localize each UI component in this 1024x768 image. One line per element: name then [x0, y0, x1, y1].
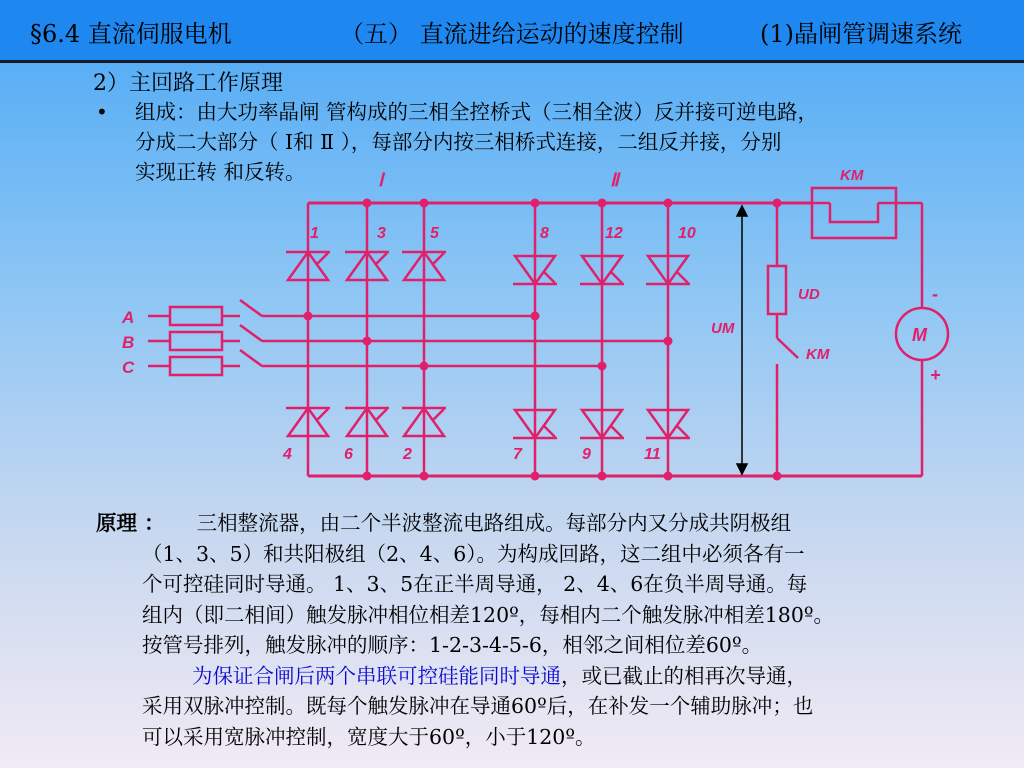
plus-terminal-label: + — [930, 365, 941, 385]
principle-line: 可以采用宽脉冲控制，宽度大于60º，小于120º。 — [142, 724, 596, 749]
principle-line: 为保证合闸后两个串联可控硅能同时导通，或已截止的相再次导通， — [192, 663, 807, 688]
thyristor-label: 11 — [644, 446, 661, 463]
section-title: §6.4 直流伺服电机 — [30, 20, 232, 48]
ud-branch — [768, 203, 798, 476]
thyristor-label: 7 — [513, 446, 522, 463]
thyristor-label: 3 — [377, 225, 386, 242]
km-switch-label: KM — [806, 346, 830, 363]
phase-a-label: A — [122, 308, 135, 327]
composition-line: 组成：由大功率晶闸 管构成的三相全控桥式（三相全波）反并接可逆电路， — [135, 100, 819, 124]
thyristor-label: 5 — [430, 225, 439, 242]
um-arrow — [737, 206, 747, 474]
principle-line: （1、3、5）和共阳极组（2、4、6）。为构成回路，这二组中必须各有一 — [142, 541, 805, 566]
composition-line: 分成二大部分（ Ⅰ和 Ⅱ ），每部分内按三相桥式连接，二组反并接，分别 — [135, 130, 782, 154]
thyristor-label: 4 — [283, 446, 292, 463]
thyristor-label: 1 — [310, 225, 319, 242]
km-reactor-label: KM — [840, 167, 864, 184]
principle-line: 原理 ： 三相整流器，由二个半波整流电路组成。每部分内又分成共阴极组 — [96, 511, 792, 535]
minus-terminal-label: - — [932, 284, 938, 304]
phase-lines — [148, 300, 668, 375]
composition-line: 实现正转 和反转。 — [135, 160, 306, 184]
principle-paragraph — [96, 508, 996, 752]
principle-line: 按管号排列，触发脉冲的顺序：1-2-3-4-5-6，相邻之间相位差60º。 — [142, 633, 763, 657]
phase-b-label: B — [122, 333, 135, 352]
thyristor-label: 9 — [582, 446, 591, 463]
thyristor-label: 2 — [403, 446, 412, 463]
um-label: UM — [711, 320, 735, 337]
thyristor-label: 6 — [344, 446, 353, 463]
thyristor-label: 12 — [605, 225, 623, 242]
ud-label: UD — [798, 286, 820, 303]
topic-title: （五） 直流进给运动的速度控制 — [340, 20, 684, 48]
phase-c-label: C — [122, 358, 135, 377]
km-reactor — [812, 188, 922, 308]
thyristor-label: 8 — [540, 225, 549, 242]
subtopic-title: (1)晶闸管调速系统 — [760, 20, 962, 48]
motor-label: M — [912, 325, 927, 345]
principle-heading: 原理 ： — [96, 511, 165, 535]
principle-line: 组内（即二相间）触发脉冲相位相差120º，每相内二个触发脉冲相差180º。 — [142, 602, 835, 627]
group-2-label: Ⅱ — [610, 170, 619, 190]
subsection-heading: 2）主回路工作原理 — [93, 71, 283, 96]
highlighted-text: 为保证合闸后两个串联可控硅能同时导通 — [192, 663, 561, 688]
bullet-marker: • — [96, 100, 108, 124]
principle-line: 采用双脉冲控制。既每个触发脉冲在导通60º后，在补发一个辅助脉冲；也 — [142, 694, 814, 718]
thyristor-label: 10 — [678, 225, 696, 242]
top-thyristors — [286, 252, 690, 284]
group-1-label: Ⅰ — [378, 170, 384, 190]
principle-line: 个可控硅同时导通。 1、3、5在正半周导通， 2、4、6在负半周导通。每 — [142, 572, 808, 596]
bottom-thyristors — [286, 408, 690, 438]
